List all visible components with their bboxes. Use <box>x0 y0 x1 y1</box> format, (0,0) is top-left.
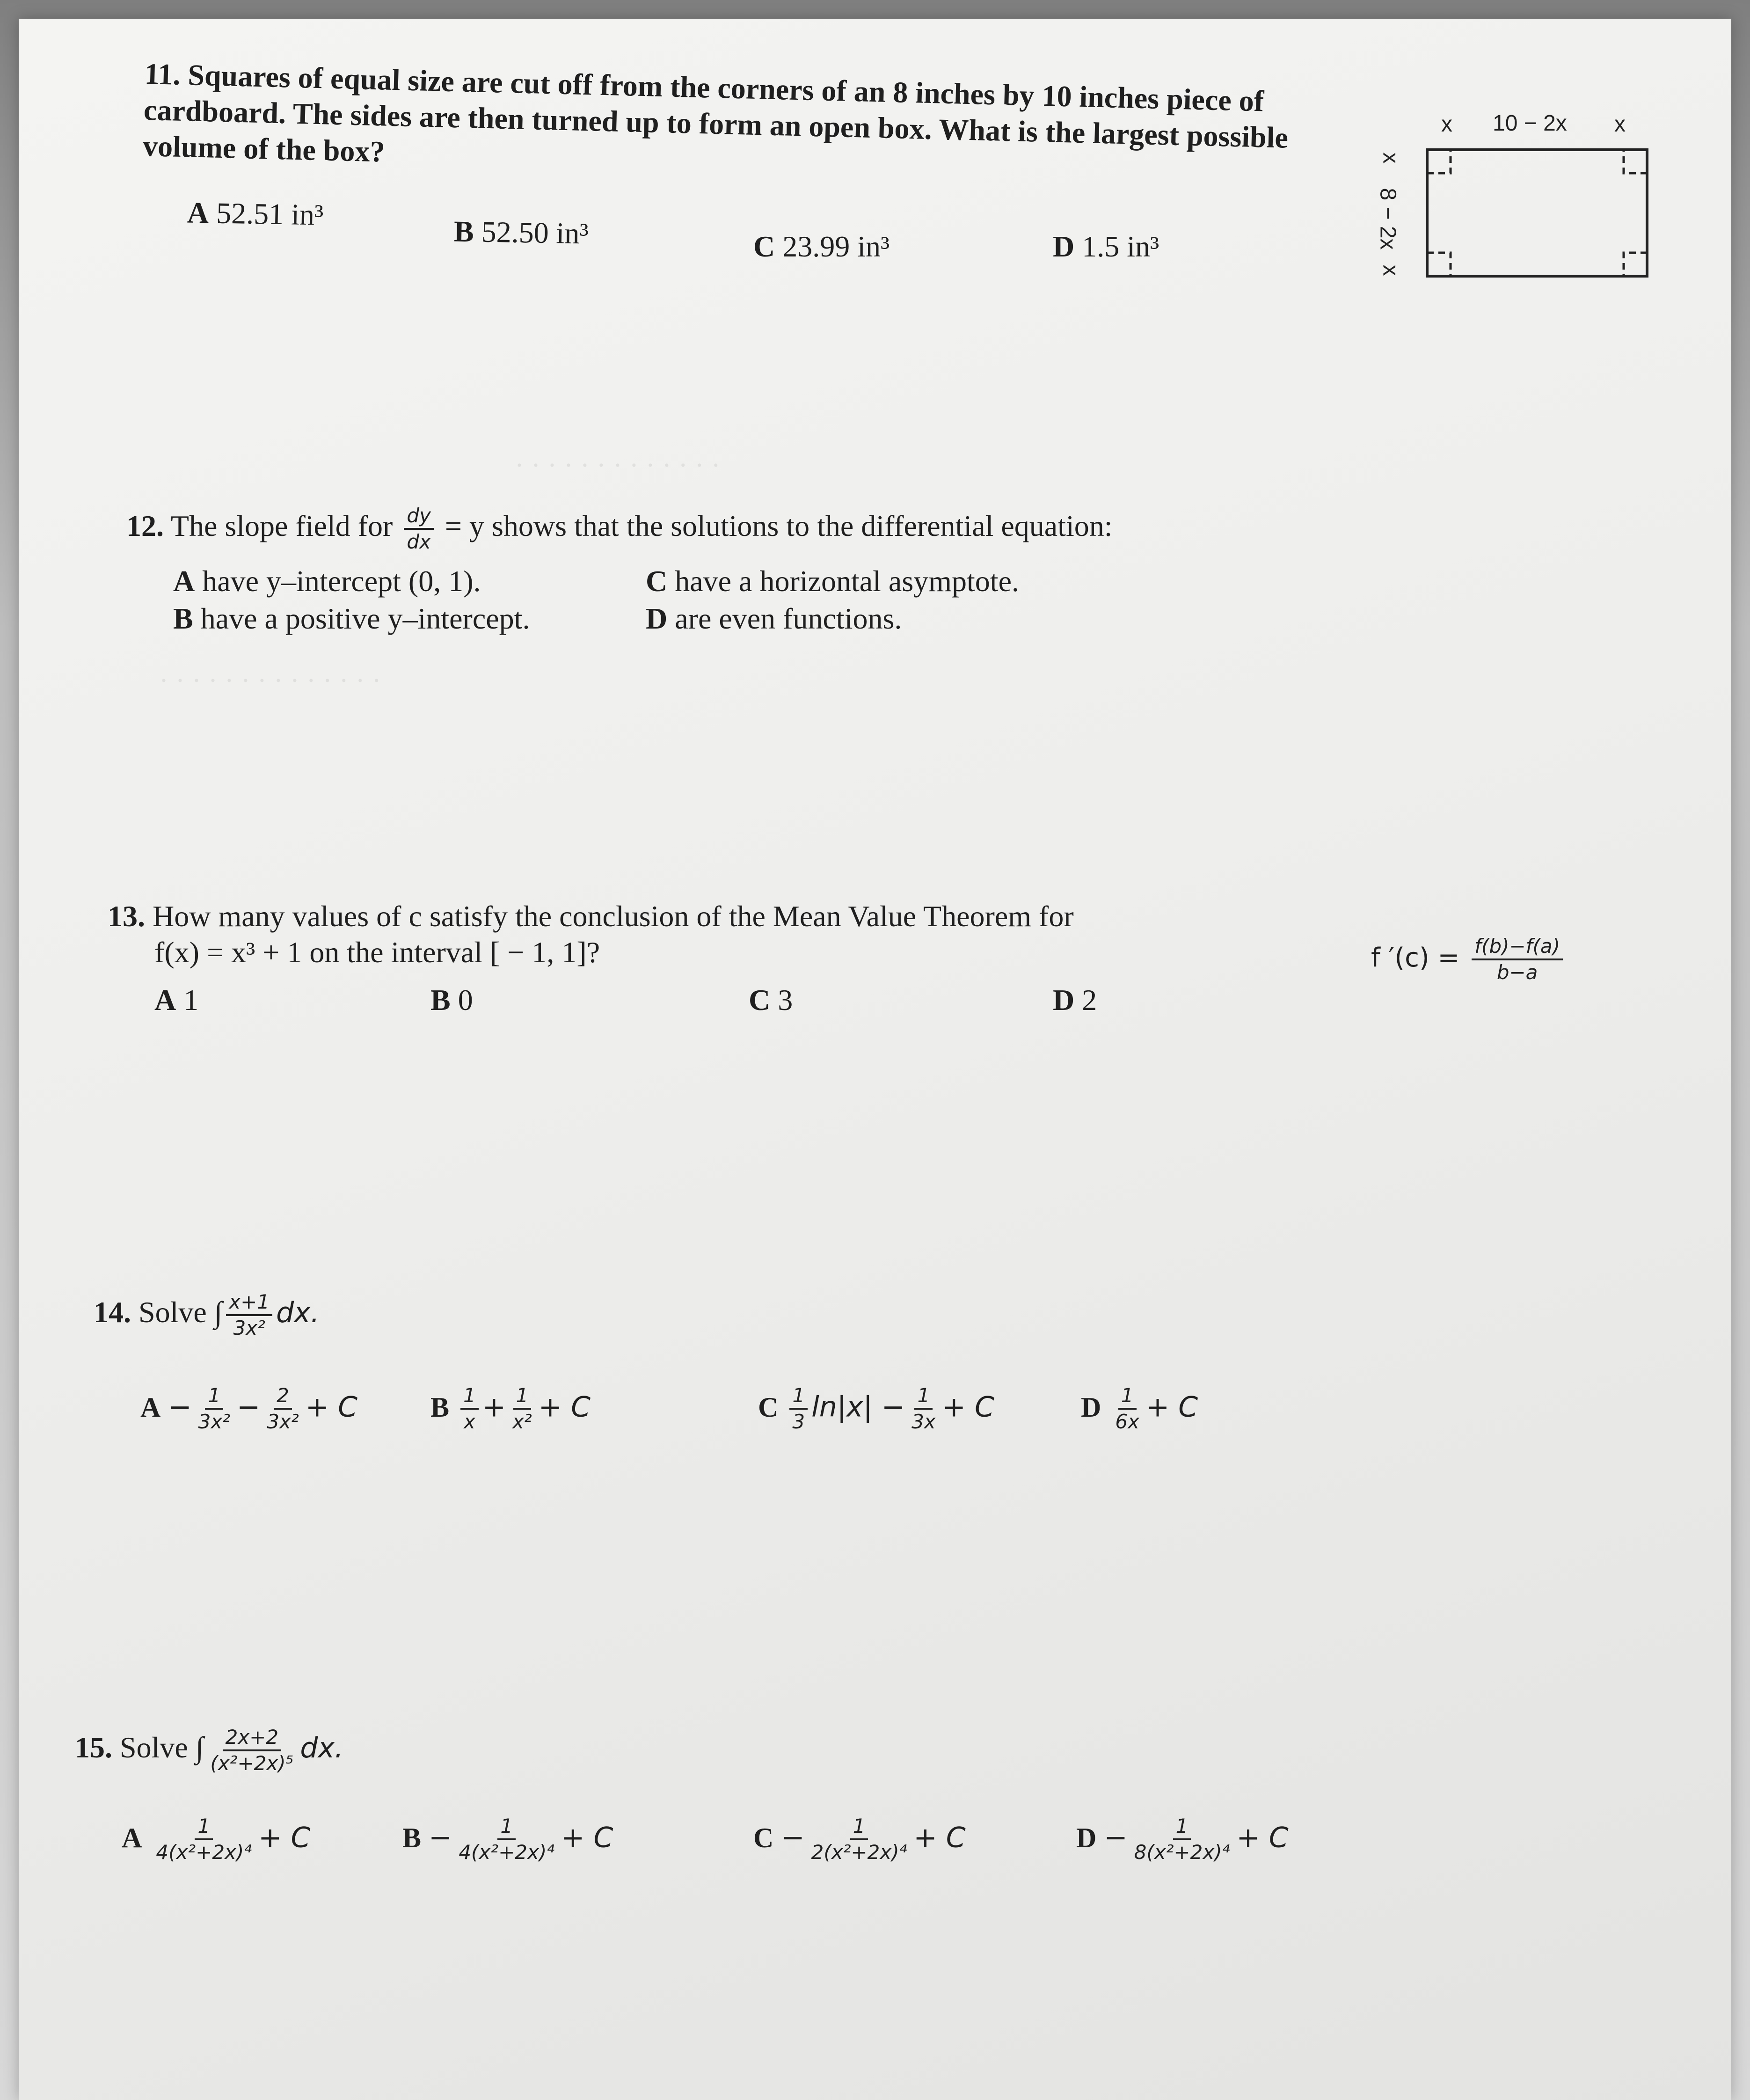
question-13 <box>108 899 1324 971</box>
q11-choice-b[interactable] <box>453 214 589 251</box>
diagram-top-label: 10 − 2x <box>1493 111 1567 136</box>
q12-choice-d[interactable] <box>646 601 902 636</box>
question-14-dx: dx. <box>276 1296 320 1329</box>
choice-tail: + C <box>942 1390 994 1424</box>
sign: − <box>1104 1821 1128 1854</box>
q14-choice-c[interactable] <box>758 1385 994 1432</box>
diagram-corner-label: x <box>1378 152 1403 164</box>
question-11 <box>142 56 1342 193</box>
fraction: $\frac{1}{\text{4(x²+2x)⁴}}$ <box>156 1815 252 1864</box>
diagram-corner-label: x <box>1614 112 1626 137</box>
integrand-fraction: $\frac{2x+2}{\text{(x²+2x)⁵}}$ <box>210 1726 294 1775</box>
fraction: $\frac{1}{6x}$ <box>1115 1384 1139 1434</box>
q11-choice-d[interactable] <box>1053 229 1159 264</box>
question-11-number: 11. <box>144 57 181 91</box>
choice-letter: A <box>173 564 195 598</box>
question-12-prefix: The slope field for <box>170 509 393 542</box>
question-13-line-1: 13. How many values of c satisfy the conclusion of the Mean Value Theorem for <box>108 900 1074 933</box>
choice-letter: C <box>758 1391 779 1423</box>
q11-choice-a[interactable] <box>187 195 323 232</box>
choice-letter: A <box>154 983 176 1017</box>
choice-letter: B <box>430 983 451 1017</box>
choice-text: 1.5 in³ <box>1082 230 1159 263</box>
q13-choice-a[interactable] <box>154 983 198 1017</box>
diagram-corner-label: x <box>1378 264 1403 276</box>
integrand-fraction: $\frac{x+1}{\text{3x²}}$ <box>226 1292 272 1339</box>
cardboard-diagram <box>1366 103 1666 290</box>
fraction: $\frac{1}{\text{4(x²+2x)⁴}}$ <box>459 1815 555 1864</box>
q13-choice-c[interactable] <box>749 983 793 1017</box>
question-15 <box>75 1727 343 1774</box>
choice-letter: C <box>646 564 668 598</box>
choice-text: have a positive y–intercept. <box>200 602 530 635</box>
choice-letter: B <box>402 1822 422 1853</box>
q12-choice-a[interactable] <box>173 564 481 599</box>
q15-choice-c[interactable] <box>753 1816 966 1863</box>
choice-tail: + C <box>305 1390 357 1424</box>
diagram-side-label: 8 − 2x <box>1375 188 1400 250</box>
fraction: $\frac{1}{3}$ <box>789 1385 808 1432</box>
choice-letter: D <box>1076 1822 1097 1853</box>
sign: − <box>781 1821 805 1854</box>
minus-sign: − <box>168 1390 192 1424</box>
mvt-formula-fraction: $\frac{f(b)-f(a)}{b-a}$ <box>1472 936 1563 983</box>
question-11-text: Squares of equal size are cut off from the corners of an 8 inches by 10 inches piece of cardboard. The sides are then turned up to form an open box. What is the largest possible volume of the box? <box>142 58 1289 168</box>
choice-tail: + C <box>1236 1821 1289 1854</box>
sign: − <box>429 1821 452 1854</box>
question-12 <box>126 505 1343 552</box>
choice-tail: + C <box>538 1390 591 1424</box>
choice-tail: + C <box>561 1821 613 1854</box>
choice-text: have a horizontal asymptote. <box>675 564 1019 598</box>
question-14-prefix: Solve ∫ <box>139 1295 223 1329</box>
fraction: $\frac{1}{\text{2(x²+2x)⁴}}$ <box>811 1815 907 1864</box>
q15-choice-b[interactable] <box>402 1816 613 1863</box>
fraction: $\frac{1}{3x}$ <box>911 1384 936 1434</box>
choice-letter: B <box>430 1391 450 1423</box>
q13-choice-b[interactable] <box>430 983 473 1017</box>
q11-choice-c[interactable] <box>753 229 890 264</box>
worksheet-page: · · · · · · · · · · · · · · · · · · · · · · · · · · · 11. Squares of equal size are cut off from the corners of an 8 inches by 10 inches piece of cardboard. The sides are then turned up to form an open box. What is the largest possible volume of the box? A 52.51 in³ B 52.50 in³ C 23.99 in³ D 1.5 in³ x 10 − 2x x x 8 − 2x x 12. The slope field for $\frac{dy}{dx}$ = y shows that the solutions to the differential equation: A have y–intercept (0, 1). B have a positive y–intercept. C have a horizontal asymptote. D are even functions. 13. How many values of c satisfy the conclusion of the Mean Value Theorem for f(x) = x³ + 1 on the interval [ − 1, 1]? A 1 B 0 C 3 D 2 f ′(c) = $\frac{f(b)-f(a)}{b-a}$ 14. Solve ∫ $\frac{x+1}{\text{3x²}}$ dx. A − $\frac{1}{\text{3x²}}$ − $\frac{2}{\text{3x²}}$ + C B $\frac{1}{x}$ + $\frac{1}{\text{x²}}$ + C C $\frac{1}{3}$ ln|x| − $\frac{1}{3x}$ + C D $\frac{1}{6x}$ + C 15. Solve ∫ $\frac{2x+2}{\text{(x²+2x)⁵}}$ dx. A $\frac{1}{\text{4(x²+2x)⁴}}$ + C B − $\frac{1}{\text{4(x²+2x)⁴}}$ + C C − $\frac{1}{\text{2(x²+2x)⁴}}$ + C D − $\frac{1}{\text{8(x²+2x)⁴}}$ + C <box>19 19 1731 2100</box>
question-12-number: 12. <box>126 509 164 542</box>
choice-letter: A <box>140 1391 161 1423</box>
choice-letter: C <box>753 1822 774 1853</box>
ln-term: ln|x| − <box>811 1390 905 1424</box>
plus-sign: + <box>482 1390 506 1424</box>
question-12-suffix: = y shows that the solutions to the differential equation: <box>445 509 1113 542</box>
choice-letter: D <box>1081 1391 1101 1423</box>
question-14 <box>94 1292 320 1339</box>
choice-letter: B <box>453 214 474 249</box>
mvt-formula <box>1371 936 1567 983</box>
choice-letter: C <box>749 983 771 1017</box>
diagram-corner-label: x <box>1441 112 1452 137</box>
choice-letter: D <box>646 602 668 635</box>
fraction: $\frac{1}{\text{3x²}}$ <box>198 1384 231 1434</box>
q12-choice-b[interactable] <box>173 601 530 636</box>
q15-choice-a[interactable] <box>122 1816 310 1863</box>
choice-tail: + C <box>1145 1390 1198 1424</box>
fraction: $\frac{2}{\text{3x²}}$ <box>267 1384 299 1434</box>
choice-text: 52.51 in³ <box>216 196 324 232</box>
choice-letter: D <box>1053 983 1075 1017</box>
choice-letter: C <box>753 230 775 263</box>
choice-letter: D <box>1053 230 1075 263</box>
question-13-line-2: f(x) = x³ + 1 on the interval [ − 1, 1]? <box>154 935 600 969</box>
question-15-dx: dx. <box>300 1731 344 1764</box>
fraction: $\frac{1}{\text{x²}}$ <box>512 1384 532 1434</box>
choice-text: 2 <box>1082 983 1097 1017</box>
q14-choice-a[interactable] <box>140 1385 357 1432</box>
choice-letter: B <box>173 602 193 635</box>
choice-text: 3 <box>778 983 793 1017</box>
choice-letter: A <box>122 1822 142 1853</box>
fraction: $\frac{1}{\text{8(x²+2x)⁴}}$ <box>1134 1815 1230 1864</box>
choice-text: 1 <box>183 983 199 1017</box>
choice-text: 52.50 in³ <box>481 215 589 250</box>
choice-text: 23.99 in³ <box>782 230 890 263</box>
choice-tail: + C <box>913 1821 966 1854</box>
minus-sign: − <box>237 1390 261 1424</box>
q14-choice-b[interactable] <box>430 1385 591 1432</box>
choice-tail: + C <box>258 1821 311 1854</box>
dy-dx-fraction: $\frac{dy}{dx}$ <box>404 505 434 552</box>
choice-text: 0 <box>458 983 473 1017</box>
question-14-number: 14. <box>94 1295 131 1329</box>
mvt-formula-lhs: f ′(c) = <box>1371 943 1460 973</box>
choice-letter: A <box>187 196 209 230</box>
choice-text: are even functions. <box>675 602 902 635</box>
question-15-prefix: Solve ∫ <box>120 1730 204 1764</box>
q15-choice-d[interactable] <box>1076 1816 1289 1863</box>
q13-choice-d[interactable] <box>1053 983 1097 1017</box>
q12-choice-c[interactable] <box>646 564 1019 599</box>
choice-text: have y–intercept (0, 1). <box>202 564 481 598</box>
q14-choice-d[interactable] <box>1081 1385 1198 1432</box>
question-15-number: 15. <box>75 1730 112 1764</box>
fraction: $\frac{1}{x}$ <box>460 1385 479 1432</box>
